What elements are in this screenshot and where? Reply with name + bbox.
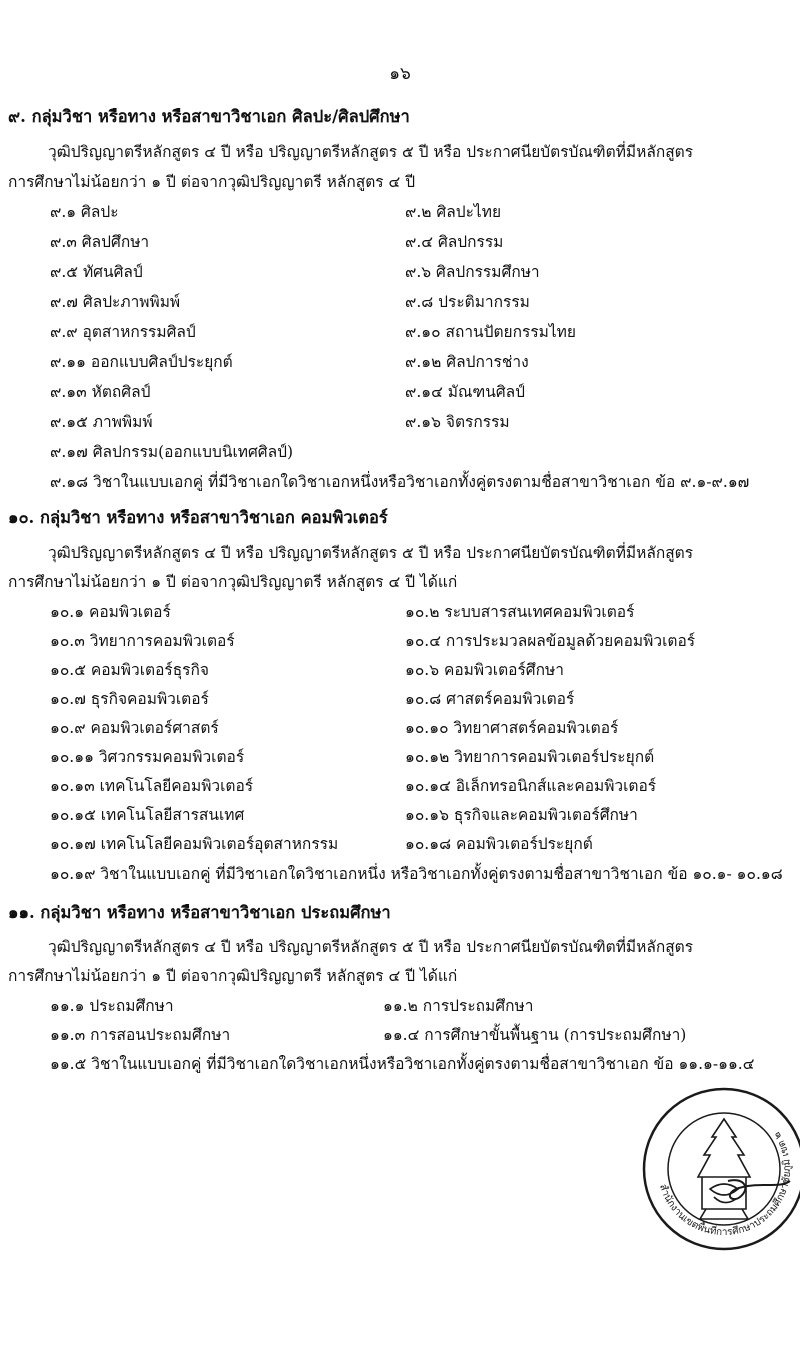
list-item: ๑๐.๕ คอมพิวเตอร์ธุรกิจ	[50, 661, 209, 679]
list-item: ๙.๑๒ ศิลปการช่าง	[405, 353, 529, 371]
list-item: ๑๐.๑๑ วิศวกรรมคอมพิวเตอร์	[50, 748, 245, 766]
list-item: ๑๐.๗ ธุรกิจคอมพิวเตอร์	[50, 690, 209, 708]
list-item: ๑๐.๑๐ วิทยาศาสตร์คอมพิวเตอร์	[405, 719, 619, 737]
list-item: ๑๐.๘ ศาสตร์คอมพิวเตอร์	[405, 690, 575, 708]
list-item: ๑๐.๑ คอมพิวเตอร์	[50, 603, 171, 621]
list-item: ๑๐.๑๖ ธุรกิจและคอมพิวเตอร์ศึกษา	[405, 806, 638, 824]
list-item: ๑๐.๑๕ เทคโนโลยีสารสนเทศ	[50, 806, 245, 824]
list-item: ๙.๓ ศิลปศึกษา	[50, 233, 150, 251]
list-item: ๙.๕ ทัศนศิลป์	[50, 263, 143, 281]
list-item: ๙.๑๐ สถานปัตยกรรมไทย	[405, 323, 576, 341]
section-paragraph-line-2: การศึกษาไม่น้อยกว่า ๑ ปี ต่อจากวุฒิปริญญาตรี หลักสูตร ๔ ปี ได้แก่	[8, 967, 458, 985]
section-footer-item: ๑๐.๑๙ วิชาในแบบเอกคู่ ที่มีวิชาเอกใดวิชาเอกหนึ่ง หรือวิชาเอกทั้งคู่ตรงตามชื่อสาขาวิชาเอก ข้อ ๑๐.๑- ๑๐.๑๘	[50, 865, 783, 883]
section-paragraph-line-1: วุฒิปริญญาตรีหลักสูตร ๔ ปี หรือ ปริญญาตรีหลักสูตร ๕ ปี หรือ ประกาศนียบัตรบัณฑิตที่มีหลักสูตร	[48, 544, 694, 562]
list-item: ๑๐.๑๗ เทคโนโลยีคอมพิวเตอร์อุตสาหกรรม	[50, 835, 339, 853]
list-item: ๑๐.๑๓ เทคโนโลยีคอมพิวเตอร์	[50, 777, 254, 795]
list-item: ๑๑.๓ การสอนประถมศึกษา	[50, 1026, 231, 1044]
list-item: ๙.๒ ศิลปะไทย	[405, 203, 502, 221]
section-paragraph-line-1: วุฒิปริญญาตรีหลักสูตร ๔ ปี หรือ ปริญญาตรีหลักสูตร ๕ ปี หรือ ประกาศนียบัตรบัณฑิตที่มีหลักสูตร	[48, 143, 694, 161]
list-item: ๙.๗ ศิลปะภาพพิมพ์	[50, 293, 181, 311]
section-footer-item: ๙.๑๘ วิชาในแบบเอกคู่ ที่มีวิชาเอกใดวิชาเอกหนึ่งหรือวิชาเอกทั้งคู่ตรงตามชื่อสาขาวิชาเอก ข้อ ๙.๑-๙.๑๗	[50, 473, 750, 491]
list-item: ๑๐.๓ วิทยาการคอมพิวเตอร์	[50, 632, 235, 650]
list-item: ๑๐.๔ การประมวลผลข้อมูลด้วยคอมพิวเตอร์	[405, 632, 696, 650]
list-item: ๙.๘ ประติมากรรม	[405, 293, 530, 311]
list-item: ๙.๙ อุตสาหกรรมศิลป์	[50, 323, 196, 341]
list-item: ๑๐.๖ คอมพิวเตอร์ศึกษา	[405, 661, 564, 679]
list-item: ๑๐.๙ คอมพิวเตอร์ศาสตร์	[50, 719, 219, 737]
list-item: ๙.๑๖ จิตรกรรม	[405, 413, 510, 431]
list-item: ๙.๑๔ มัณฑนศิลป์	[405, 383, 526, 401]
list-item: ๙.๖ ศิลปกรรมศึกษา	[405, 263, 540, 281]
official-seal-icon	[640, 1085, 800, 1253]
list-item: ๙.๔ ศิลปกรรม	[405, 233, 504, 251]
section-heading: ๙. กลุ่มวิชา หรือทาง หรือสาขาวิชาเอก ศิลปะ/ศิลปศึกษา	[8, 107, 410, 126]
section-heading: ๑๑. กลุ่มวิชา หรือทาง หรือสาขาวิชาเอก ประถมศึกษา	[8, 903, 391, 922]
section-paragraph-line-2: การศึกษาไม่น้อยกว่า ๑ ปี ต่อจากวุฒิปริญญาตรี หลักสูตร ๔ ปี ได้แก่	[8, 573, 458, 591]
list-item: ๑๐.๑๔ อิเล็กทรอนิกส์และคอมพิวเตอร์	[405, 777, 657, 795]
section-footer-item: ๑๑.๕ วิชาในแบบเอกคู่ ที่มีวิชาเอกใดวิชาเอกหนึ่งหรือวิชาเอกทั้งคู่ตรงตามชื่อสาขาวิชาเอก ข้อ ๑๑.๑-๑๑.๔	[50, 1055, 755, 1073]
list-item: ๑๐.๒ ระบบสารสนเทศคอมพิวเตอร์	[405, 603, 635, 621]
seal-ring-text: สำนักงานเขตพื้นที่การศึกษาประถมศึกษาชัยภูมิ เขต ๒	[656, 1129, 794, 1239]
list-item: ๑๐.๑๒ วิทยาการคอมพิวเตอร์ประยุกต์	[405, 748, 655, 766]
section-heading: ๑๐. กลุ่มวิชา หรือทาง หรือสาขาวิชาเอก คอมพิวเตอร์	[8, 508, 388, 527]
list-item: ๑๐.๑๘ คอมพิวเตอร์ประยุกต์	[405, 835, 593, 853]
list-item: ๑๑.๔ การศึกษาขั้นพื้นฐาน (การประถมศึกษา)	[383, 1026, 687, 1044]
list-item: ๑๑.๑ ประถมศึกษา	[50, 997, 174, 1015]
page-number: ๑๖	[389, 64, 411, 84]
list-item: ๙.๑๑ ออกแบบศิลป์ประยุกต์	[50, 353, 233, 371]
list-item: ๙.๑๕ ภาพพิมพ์	[50, 413, 153, 431]
list-item: ๙.๑ ศิลปะ	[50, 203, 119, 221]
list-item: ๑๑.๒ การประถมศึกษา	[383, 997, 534, 1015]
section-paragraph-line-2: การศึกษาไม่น้อยกว่า ๑ ปี ต่อจากวุฒิปริญญาตรี หลักสูตร ๔ ปี	[8, 173, 416, 191]
list-item: ๙.๑๓ หัตถศิลป์	[50, 383, 151, 401]
list-item: ๙.๑๗ ศิลปกรรม(ออกแบบนิเทศศิลป์)	[50, 443, 294, 461]
section-paragraph-line-1: วุฒิปริญญาตรีหลักสูตร ๔ ปี หรือ ปริญญาตรีหลักสูตร ๕ ปี หรือ ประกาศนียบัตรบัณฑิตที่มีหลักสูตร	[48, 938, 694, 956]
